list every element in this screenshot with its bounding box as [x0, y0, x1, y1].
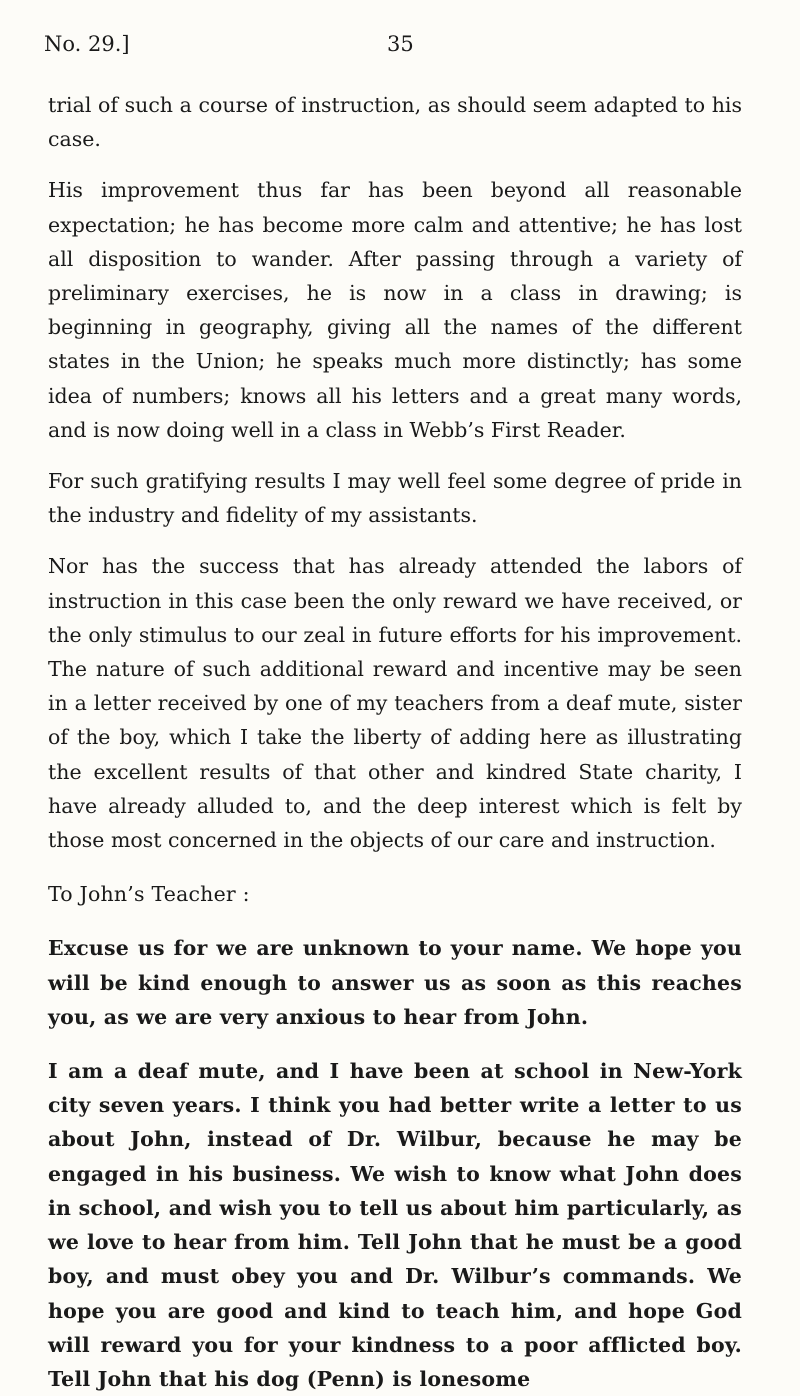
- page-number: 35: [387, 32, 414, 56]
- series-label: No. 29.]: [44, 32, 130, 56]
- paragraph-results: For such gratifying results I may well feel some degree of pride in the industry and fidelity of my assistants.: [48, 469, 742, 528]
- letter-paragraph: I am a deaf mute, and I have been at school in New-York city seven years. I think you had better write a letter to us about John, instead of Dr. Wilbur, because he may be engaged in his business. We wish to know what John does in school, and wish you to tell us about him particularly, as we love to hear from him. Tell John that he must be a good boy, and must obey you and Dr. Wilbur’s commands. We hope you are good and kind to teach him, and hope God will reward you for your kindness to a poor afflicted boy. Tell John that his dog (Penn) is lonesome: [48, 1059, 742, 1391]
- paragraph-improvement: His improvement thus far has been beyond all reasonable expectation; he has become more calm and attentive; he has lost all disposition to wander. After passing through a variety of preliminary exercises, he is now in a class in drawing; is beginning in geography, giving all the names of the different states in the Union; he speaks much more distinctly; has some idea of numbers; knows all his letters and a great many words, and is now doing well in a class in Webb’s First Reader.: [48, 178, 742, 442]
- letter-salutation: To John’s Teacher :: [48, 882, 250, 907]
- body-text: [48, 88, 742, 1396]
- running-head: [44, 32, 764, 72]
- letter-paragraph: Excuse us for we are unknown to your name. We hope you will be kind enough to answer us as soon as this reaches you, as we are very anxious to hear from John.: [48, 936, 742, 1029]
- paragraph-reward: Nor has the success that has already attended the labors of instruction in this case been the only reward we have received, or the only stimulus to our zeal in future efforts for his improvement. The nature of such additional reward and incentive may be seen in a letter received by one of my teachers from a deaf mute, sister of the boy, which I take the liberty of adding here as illustrating the excellent results of that other and kindred State charity, I have already alluded to, and the deep interest which is felt by those most concerned in the objects of our care and instruction.: [48, 554, 742, 853]
- paragraph-continuation: trial of such a course of instruction, as should seem adapted to his case.: [48, 93, 742, 152]
- quoted-letter: [48, 877, 742, 1396]
